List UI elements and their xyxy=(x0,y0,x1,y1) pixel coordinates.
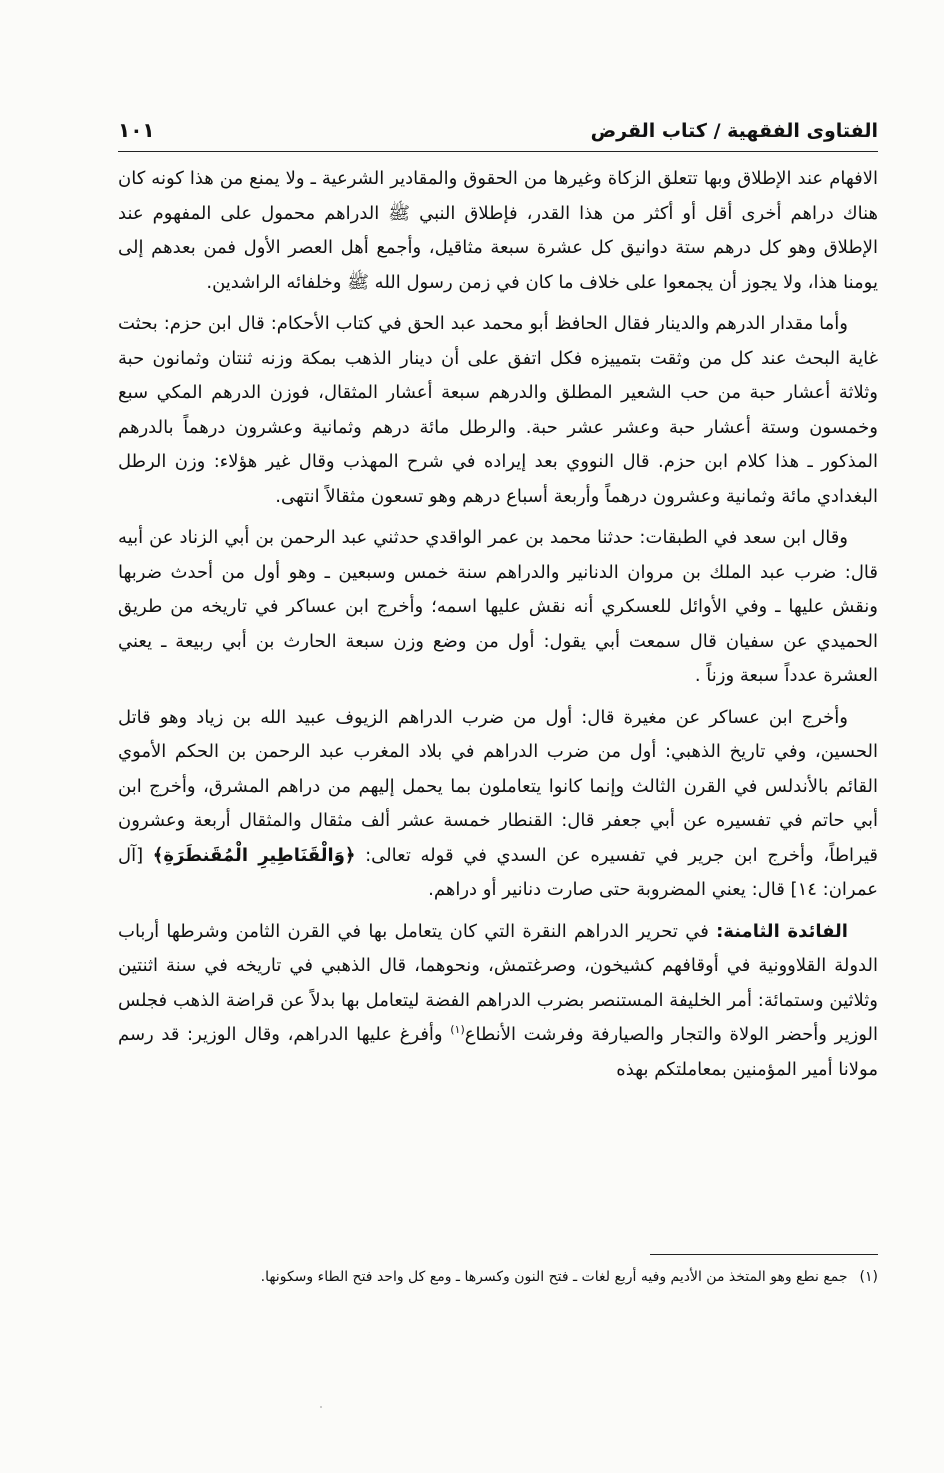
paragraph-text: وأخرج ابن عساكر عن مغيرة قال: أول من ضرب الدراهم الزيوف عبيد الله بن زياد وهو قاتل الحسين، وفي تاريخ الذهبي: أول من ضرب الدراهم في بلاد المغرب عبد الرحمن بن الحكم الأموي القائم بالأندلس في القرن الثالث وإنما كانوا يتعاملون بما يحمل إليهم من دراهم المشرق، وأخرج ابن أبي حاتم في تفسيره عن أبي جعفر قال: القنطار خمسة عشر ألف مثقال والمثقال أربعة وعشرون قيراطاً، وأخرج ابن جرير في تفسيره عن السدي في قوله تعالى: xyxy=(118,706,878,866)
running-title: الفتاوى الفقهية / كتاب القرض xyxy=(590,120,878,142)
paragraph-dirham-dinar xyxy=(118,307,878,514)
section-heading: الفائدة الثامنة: xyxy=(716,920,848,942)
main-text xyxy=(118,162,878,1094)
paragraph-text: وقال ابن سعد في الطبقات: حدثنا محمد بن عمر الواقدي حدثني عبد الرحمن بن أبي الزناد عن أبيه قال: ضرب عبد الملك بن مروان الدنانير والدراهم سنة خمس وسبعين ـ وهو أول من أحدث ضربها ونقش عليها ـ وفي الأوائل للعسكري أنه نقش عليها اسمه؛ وأخرج ابن عساكر في تاريخه من طريق الحميدي عن سفيان قال سمعت أبي يقول: أول من وضع وزن سبعة الحارث بن أبي ربيعة ـ يعني العشرة عدداً سبعة وزناً . xyxy=(118,527,878,686)
paragraph-text: [آل عمران: ١٤] قال: يعني المضروبة حتى صارت دنانير أو دراهم. xyxy=(118,844,878,900)
running-header xyxy=(118,114,878,150)
footnote-text: جمع نطع وهو المتخذ من الأديم وفيه أربع لغات ـ فتح النون وكسرها ـ ومع كل واحد فتح الطاء وسكونها. xyxy=(260,1269,848,1285)
page-number: ١٠١ xyxy=(118,118,155,142)
quran-verse: ﴿وَالْقَنَاطِيرِ الْمُقَنطَرَةِ﴾ xyxy=(152,844,356,866)
footnote-reference[interactable]: (١) xyxy=(450,1023,465,1036)
footnote-marker: (١) xyxy=(859,1269,878,1285)
footnote-divider xyxy=(650,1254,878,1255)
footnote xyxy=(118,1264,878,1291)
paragraph-text: وأفرغ عليها الدراهم، وقال الوزير: قد رسم مولانا أمير المؤمنين بمعاملتكم بهذه xyxy=(118,1024,878,1080)
paragraph-eighth-benefit xyxy=(118,915,878,1088)
paragraph-text: وأما مقدار الدرهم والدينار فقال الحافظ أبو محمد عبد الحق في كتاب الأحكام: قال ابن حزم: بحثت غاية البحث عند كل من وثقت بتمييزه فكل اتفق على أن دينار الذهب بمكة وزنه ثنتان وثمانون حبة وثلاثة أعشار حبة من حب الشعير المطلق والدرهم سبعة أعشار المثقال، فوزن الدرهم المكي سبع وخمسون وستة أعشار حبة وعشر عشر حبة. والرطل مائة درهم وثمانية وعشرون درهماً بالدرهم المذكور ـ هذا كلام ابن حزم. قال النووي بعد إيراده في شرح المهذب وقال غير هؤلاء: وزن الرطل البغدادي مائة وثمانية وعشرون درهماً وأربعة أسباع درهم وهو تسعون مثقالاً انتهى. xyxy=(118,313,878,507)
paragraph-continuation xyxy=(118,162,878,300)
header-divider xyxy=(118,151,878,152)
paragraph-text: في تحرير الدراهم النقرة التي كان يتعامل بها في القرن الثامن وشرطها أرباب الدولة القلاوونية في أوقافهم كشيخون، وصرغتمش، ونحوهما، قال الذهبي في تاريخه في سنة اثنتين وثلاثين وستمائة: أمر الخليفة المستنصر بضرب الدراهم الفضة ليتعامل بها بدلاً عن قراضة الذهب فجلس الوزير وأحضر الولاة والتجار والصيارفة وفرشت الأنطاع xyxy=(118,920,878,1045)
scan-speck xyxy=(320,1406,322,1408)
paragraph-text: الافهام عند الإطلاق وبها تتعلق الزكاة وغيرها من الحقوق والمقادير الشرعية ـ ولا يمنع من هذا كونه كان هناك دراهم أخرى أقل أو أكثر من هذا القدر، فإطلاق النبي ﷺ الدراهم محمول على المفهوم عند الإطلاق وهو كل درهم ستة دوانيق كل عشرة سبعة مثاقيل، وأجمع أهل العصر الأول فمن بعدهم إلى يومنا هذا، ولا يجوز أن يجمعوا على خلاف ما كان في زمن رسول الله ﷺ وخلفائه الراشدين. xyxy=(118,168,878,293)
paragraph-ibn-saad xyxy=(118,521,878,694)
paragraph-ibn-asakir xyxy=(118,701,878,908)
